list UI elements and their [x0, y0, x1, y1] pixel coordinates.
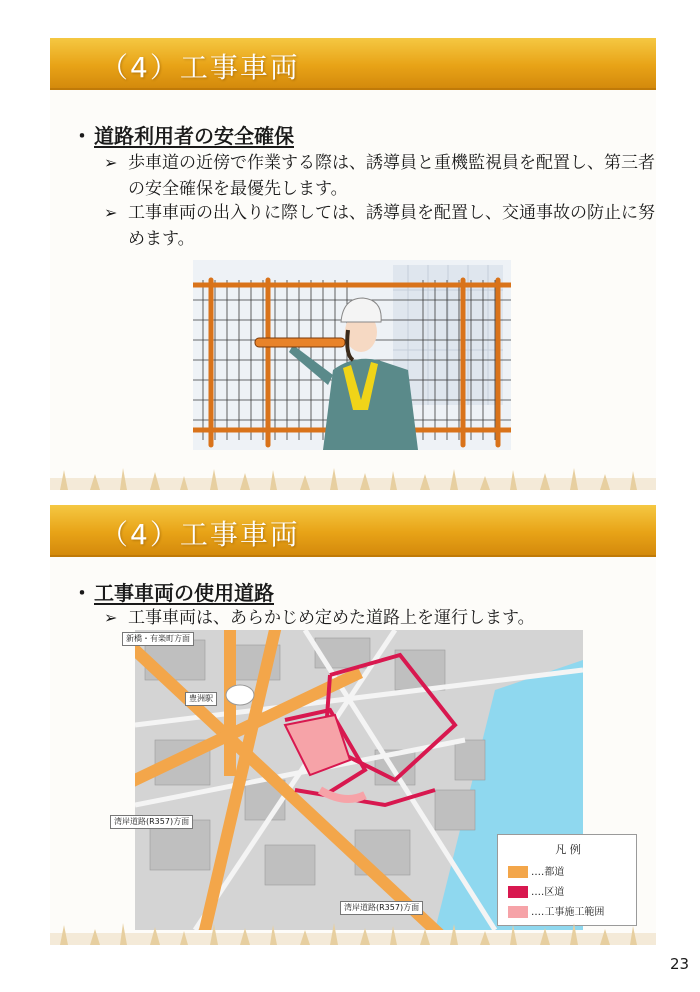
slide-2-heading-text: 工事車両の使用道路 [94, 581, 274, 605]
legend-label-work: ‥‥工事施工範囲 [531, 907, 605, 918]
slide-2-heading: ・ 工事車両の使用道路 [72, 581, 274, 605]
slide-1-title: （4）工事車両 [100, 51, 300, 84]
slide-2-banner [50, 505, 656, 557]
page-number: 23 [670, 955, 690, 973]
slide-2-title: （4）工事車両 [100, 518, 300, 551]
slide-1-heading: ・ 道路利用者の安全確保 [72, 124, 294, 148]
legend-swatch-metro [508, 866, 528, 878]
legend-title: 凡 例 [555, 843, 581, 856]
legend-row-metro [508, 863, 564, 877]
slide-1-item-2 [106, 200, 666, 252]
arrow-bullet-icon: ➢ [104, 608, 118, 627]
slide-1-banner [50, 38, 656, 90]
traffic-guide-illustration [193, 260, 511, 450]
label-wangan-west: 湾岸道路(R357)方面 [110, 815, 193, 829]
slide-1-item-1 [106, 150, 666, 202]
grass-decoration [50, 919, 656, 945]
slide-1-item-1-text: 歩車道の近傍で作業する際は、誘導員と重機監視員を配置し、第三者の安全確保を最優先します。 [128, 153, 655, 199]
legend-label-metro: ‥‥都道 [531, 867, 565, 878]
slide-2-item-1 [106, 605, 666, 631]
arrow-bullet-icon: ➢ [104, 153, 118, 172]
label-toyosu-station: 豊洲駅 [185, 692, 217, 706]
legend-row-work [508, 903, 604, 917]
slide-2-item-1-text: 工事車両は、あらかじめ定めた道路上を運行します。 [128, 608, 535, 628]
slide-2 [50, 505, 656, 945]
label-shinbashi: 新橋・有楽町方面 [122, 632, 194, 646]
map-legend [497, 834, 637, 926]
legend-swatch-ward [508, 886, 528, 898]
arrow-bullet-icon: ➢ [104, 203, 118, 222]
slide-1-item-2-text: 工事車両の出入りに際しては、誘導員を配置し、交通事故の防止に努めます。 [128, 203, 655, 249]
slide-1 [50, 38, 656, 490]
grass-decoration [50, 464, 656, 490]
legend-row-ward [508, 883, 564, 897]
legend-swatch-work [508, 906, 528, 918]
legend-label-ward: ‥‥区道 [531, 887, 565, 898]
label-wangan-south: 湾岸道路(R357)方面 [340, 901, 423, 915]
worker-illustration-image [193, 260, 511, 450]
slide-1-heading-text: 道路利用者の安全確保 [94, 124, 294, 148]
